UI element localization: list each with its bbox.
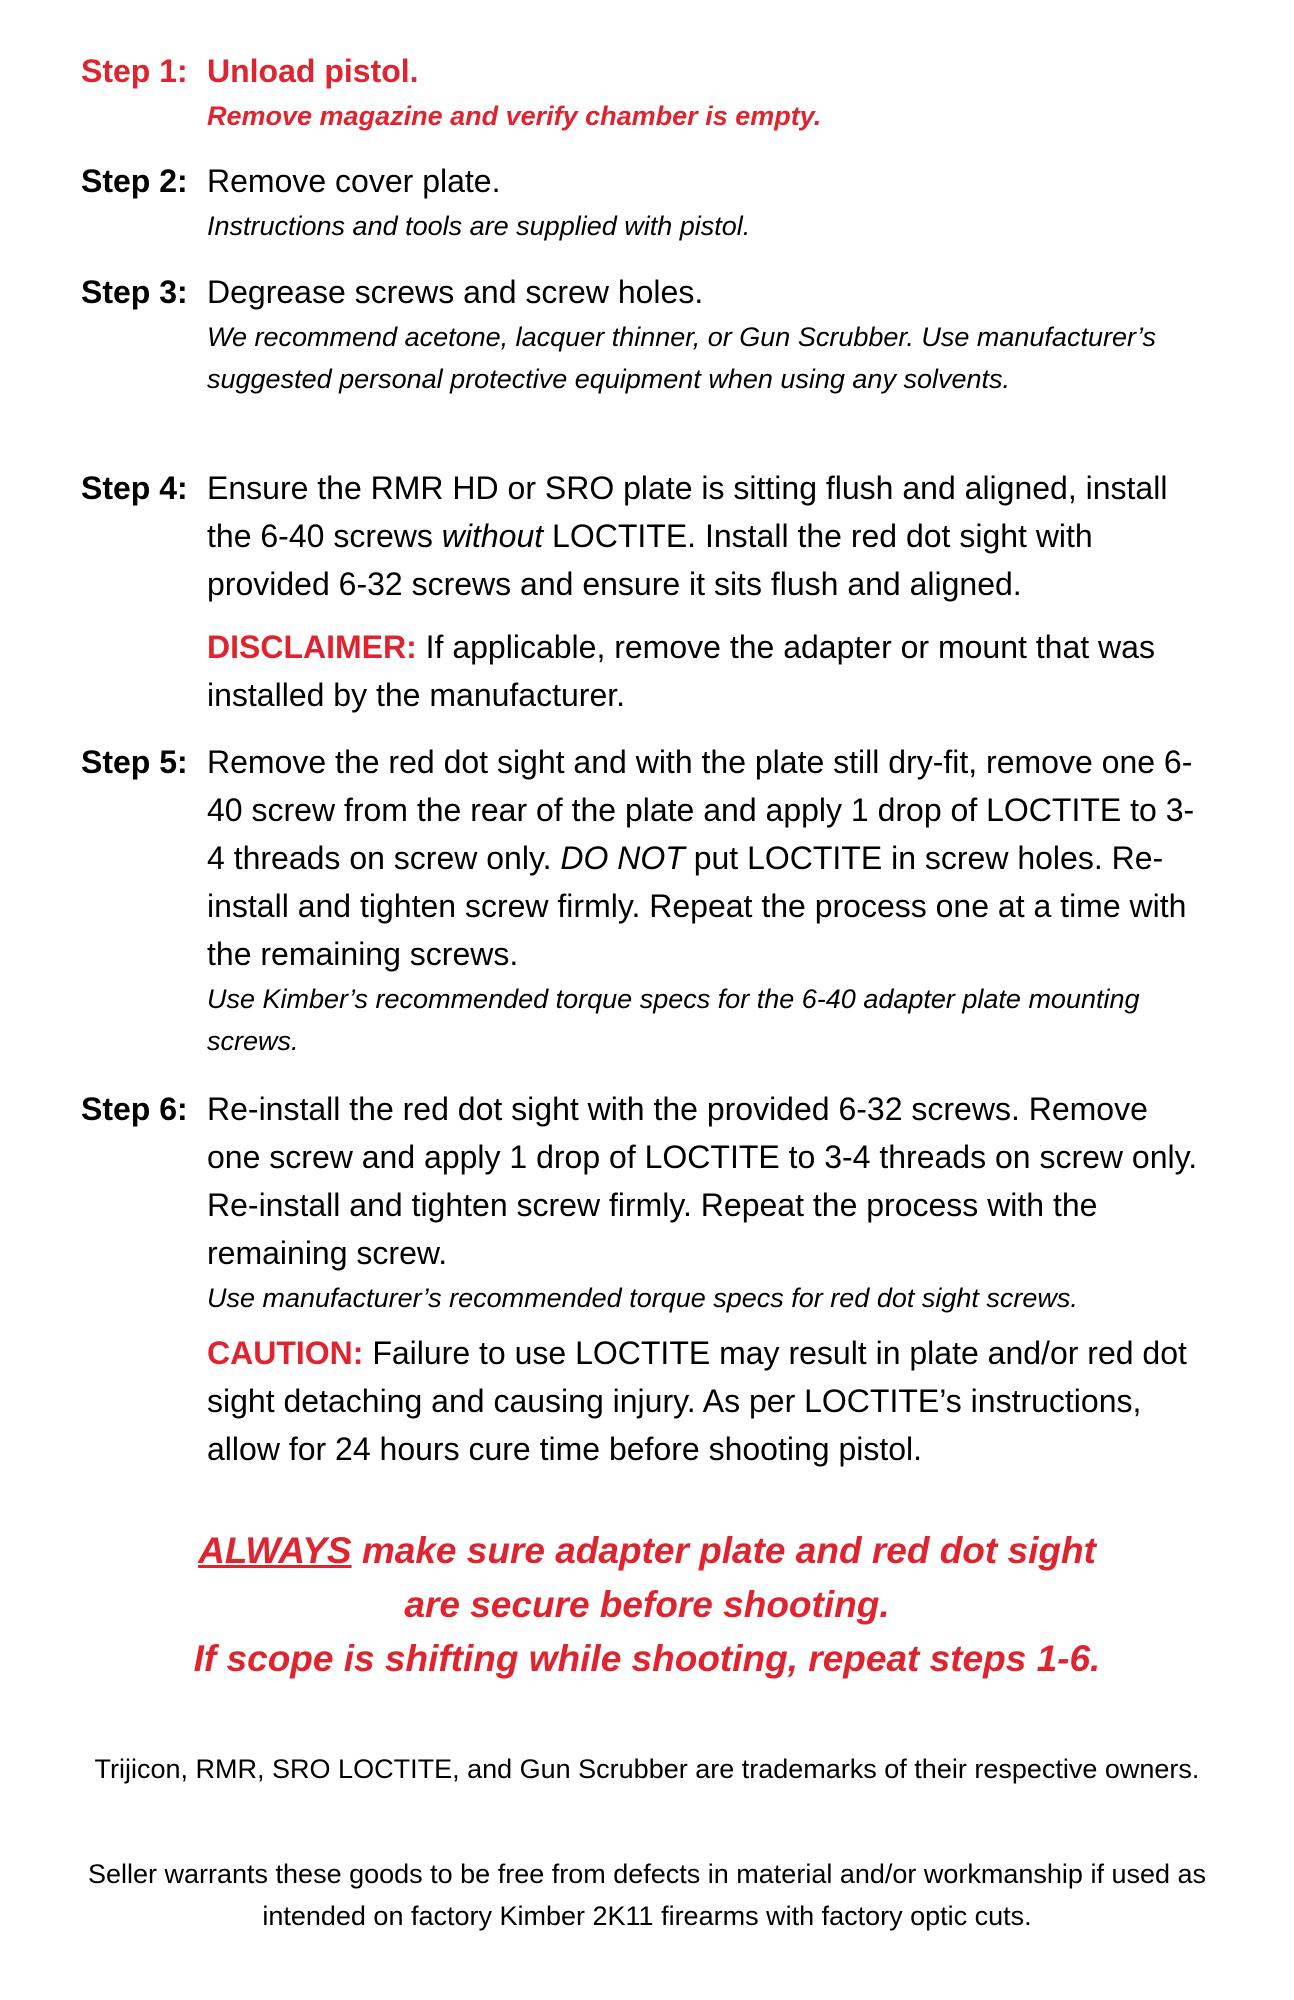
warranty-notice: Seller warrants these goods to be free from defects in material and/or workmanship if used as intended on factory Kimber 2K11 firearms with factory optic cuts.: [87, 1859, 1207, 1931]
step-2-note: Instructions and tools are supplied with pistol.: [207, 211, 751, 241]
step-5-title: [207, 738, 1207, 978]
step-3-body: [207, 268, 1207, 400]
trademark-notice: Trijicon, RMR, SRO LOCTITE, and Gun Scrubber are trademarks of their respective owners.: [94, 1754, 1200, 1784]
step-4-title-part1: Ensure the RMR HD or SRO plate is sitting flush and aligned, install the 6-40 screws: [207, 470, 1168, 554]
step-5-title-emphasis: DO NOT: [560, 840, 685, 876]
caution-notice: [207, 1329, 1207, 1473]
step-1-label: Step 1:: [81, 53, 188, 89]
disclaimer-text: If applicable, remove the adapter or mount that was installed by the manufacturer.: [207, 629, 1155, 713]
step-2-title: Remove cover plate.: [207, 163, 501, 199]
caution-text: Failure to use LOCTITE may result in plate and/or red dot sight detaching and causing injury. As per LOCTITE’s instructions, allow for 24 hours cure time before shooting pistol.: [207, 1335, 1187, 1467]
step-1-title: Unload pistol.: [207, 53, 419, 89]
disclaimer-notice: [207, 623, 1207, 719]
step-5-title-part2: put LOCTITE in screw holes. Re-install and tighten screw firmly. Repeat the process one at a time with the remaining screws.: [207, 840, 1187, 972]
step-6-body: [207, 1085, 1207, 1473]
step-3-note: We recommend acetone, lacquer thinner, or Gun Scrubber. Use manufacturer’s suggested personal protective equipment when using any solvents.: [207, 322, 1156, 394]
always-emphasis: ALWAYS: [198, 1530, 352, 1571]
step-6-title: Re-install the red dot sight with the provided 6-32 screws. Remove one screw and apply 1 drop of LOCTITE to 3-4 threads on screw only. Re-install and tighten screw firmly. Repeat the process with the remaining screw.: [207, 1091, 1198, 1271]
step-6-note: Use manufacturer’s recommended torque specs for red dot sight screws.: [207, 1283, 1078, 1313]
closing-line-1: [0, 1524, 1294, 1578]
step-3-label: Step 3:: [81, 274, 188, 310]
step-4-label: Step 4:: [81, 470, 188, 506]
step-2-body: [207, 157, 1207, 247]
disclaimer-label: DISCLAIMER:: [207, 629, 417, 665]
step-4-title-emphasis: without: [441, 518, 544, 554]
step-5-body: [207, 738, 1207, 1062]
closing-line-2: are secure before shooting.: [404, 1584, 890, 1625]
step-4-title-part2: LOCTITE. Install the red dot sight with provided 6-32 screws and ensure it sits flush and aligned.: [207, 518, 1093, 602]
closing-line-1-rest: make sure adapter plate and red dot sight: [351, 1530, 1096, 1571]
step-4-title: [207, 464, 1207, 608]
step-5-title-part1: Remove the red dot sight and with the plate still dry-fit, remove one 6-40 screw from the rear of the plate and apply 1 drop of LOCTITE to 3-4 threads on screw only.: [207, 744, 1195, 876]
closing-warning: [0, 1524, 1294, 1686]
closing-line-3: If scope is shifting while shooting, repeat steps 1-6.: [193, 1638, 1101, 1679]
step-3-title: Degrease screws and screw holes.: [207, 274, 704, 310]
step-1-body: [207, 47, 1207, 137]
step-4-body: [207, 464, 1207, 719]
step-5-label: Step 5:: [81, 744, 188, 780]
step-2-label: Step 2:: [81, 163, 188, 199]
caution-label: CAUTION:: [207, 1335, 364, 1371]
step-5-note: Use Kimber’s recommended torque specs for the 6-40 adapter plate mounting screws.: [207, 984, 1140, 1056]
step-1-note: Remove magazine and verify chamber is empty.: [207, 101, 822, 131]
step-6-label: Step 6:: [81, 1091, 188, 1127]
